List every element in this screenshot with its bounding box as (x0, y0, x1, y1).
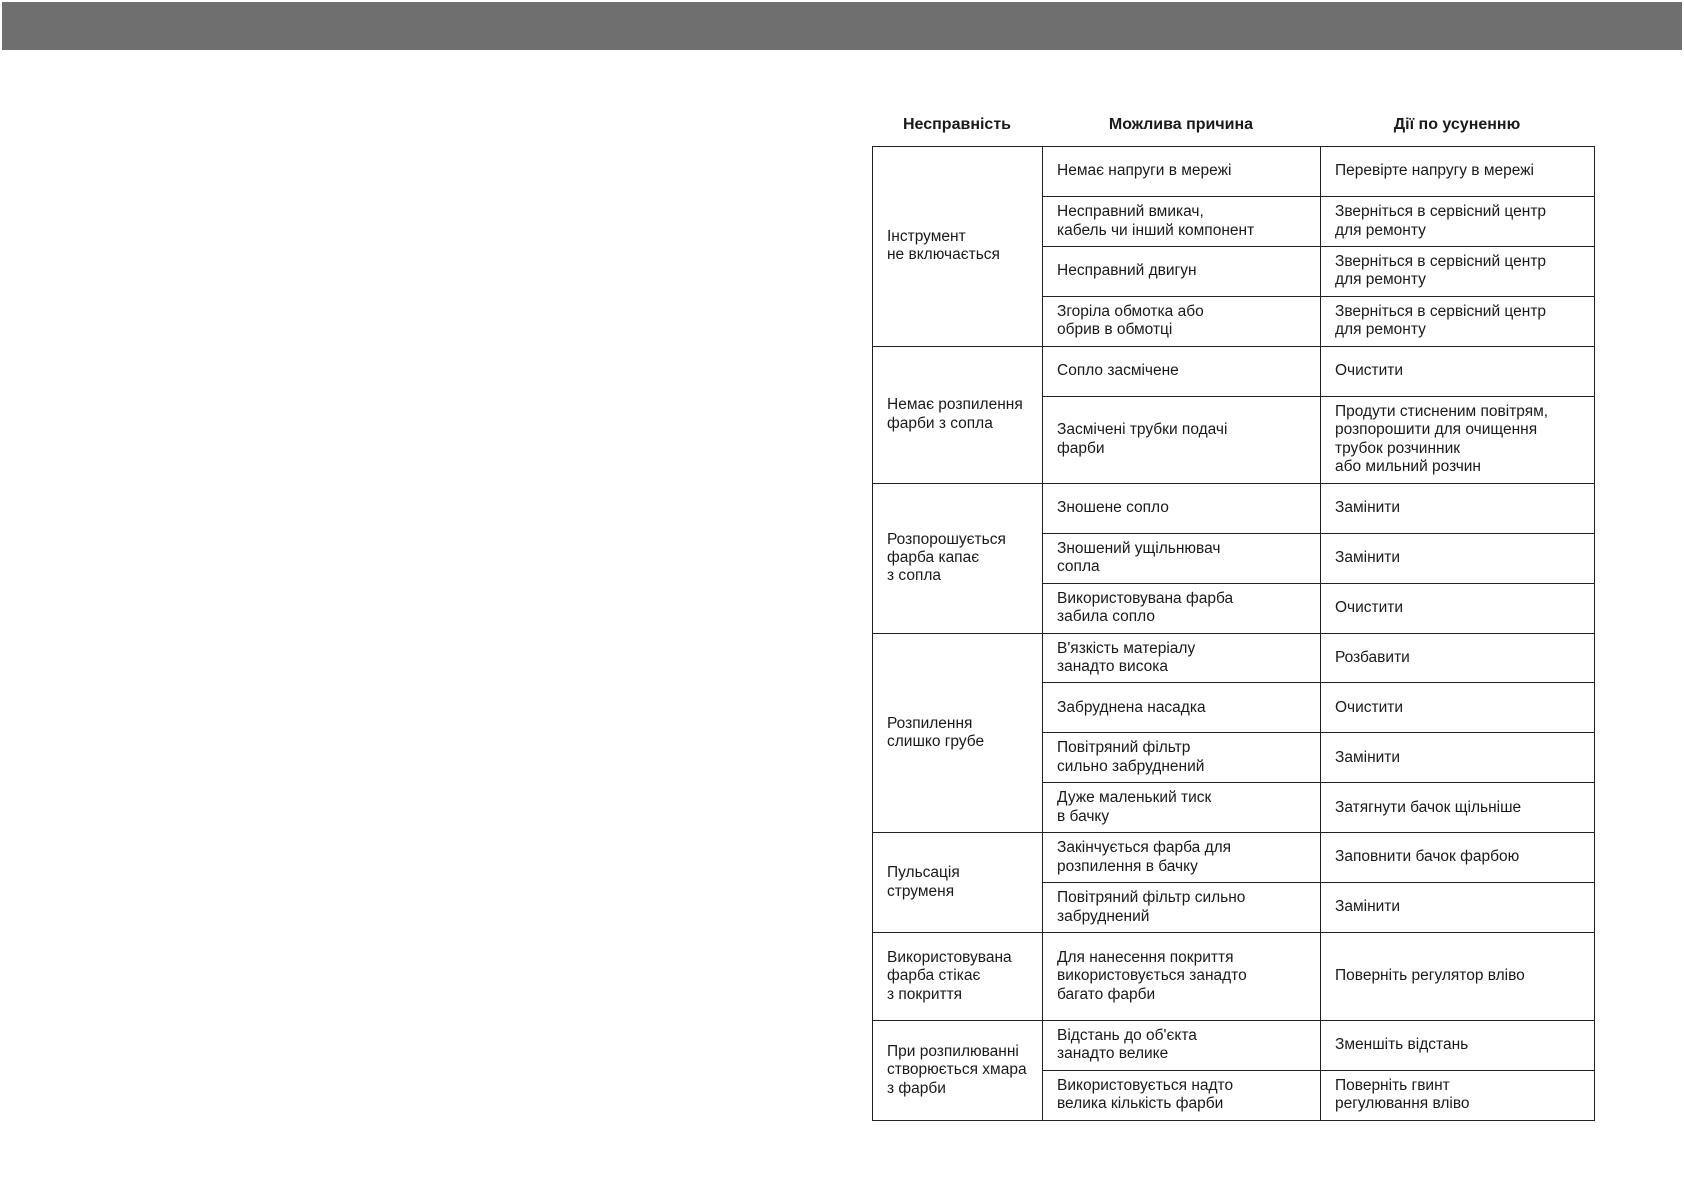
issue-cell: Інструмент не включається (873, 147, 1043, 347)
issue-cell: Розпилення слишко грубе (873, 633, 1043, 833)
action-cell: Зверніться в сервісний центр для ремонту (1321, 197, 1595, 247)
action-cell: Поверніть гвинт регулювання вліво (1321, 1070, 1595, 1120)
action-cell: Поверніть регулятор вліво (1321, 933, 1595, 1021)
cause-cell: Несправний двигун (1043, 247, 1321, 297)
cause-cell: Сопло засмічене (1043, 346, 1321, 396)
cause-cell: Закінчується фарба для розпилення в бачку (1043, 833, 1321, 883)
cause-cell: Зношений ущільнювач сопла (1043, 533, 1321, 583)
header-action: Дії по усуненню (1393, 116, 1521, 133)
action-cell: Зменшіть відстань (1321, 1021, 1595, 1071)
issue-cell: Немає розпилення фарби з сопла (873, 346, 1043, 483)
cause-cell: В'язкість матеріалу занадто висока (1043, 633, 1321, 683)
cause-cell: Повітряний фільтр сильно забруднений (1043, 733, 1321, 783)
table-row (873, 483, 1595, 533)
header-cause: Можлива причина (1108, 116, 1254, 133)
issue-cell: Пульсація струменя (873, 833, 1043, 933)
table-row (873, 833, 1595, 883)
action-cell: Зверніться в сервісний центр для ремонту (1321, 296, 1595, 346)
table-row (873, 633, 1595, 683)
top-bar (2, 2, 1682, 50)
issue-cell: При розпилюванні створюється хмара з фарби (873, 1021, 1043, 1121)
action-cell: Заповнити бачок фарбою (1321, 833, 1595, 883)
cause-cell: Зношене сопло (1043, 483, 1321, 533)
cause-cell: Використовувана фарба забила сопло (1043, 583, 1321, 633)
action-cell: Розбавити (1321, 633, 1595, 683)
cause-cell: Використовується надто велика кількість фарби (1043, 1070, 1321, 1120)
action-cell: Замінити (1321, 733, 1595, 783)
issue-cell: Розпорошується фарба капає з сопла (873, 483, 1043, 633)
cause-cell: Відстань до об'єкта занадто велике (1043, 1021, 1321, 1071)
action-cell: Затягнути бачок щільніше (1321, 783, 1595, 833)
cause-cell: Повітряний фільтр сильно забруднений (1043, 883, 1321, 933)
action-cell: Очистити (1321, 683, 1595, 733)
troubleshooting-table (872, 146, 1595, 1121)
action-cell: Очистити (1321, 583, 1595, 633)
table-row (873, 147, 1595, 197)
cause-cell: Забруднена насадка (1043, 683, 1321, 733)
action-cell: Зверніться в сервісний центр для ремонту (1321, 247, 1595, 297)
action-cell: Очистити (1321, 346, 1595, 396)
table-row (873, 933, 1595, 1021)
table-row (873, 346, 1595, 396)
cause-cell: Несправний вмикач, кабель чи інший компонент (1043, 197, 1321, 247)
issue-cell: Використовувана фарба стікає з покриття (873, 933, 1043, 1021)
action-cell: Замінити (1321, 883, 1595, 933)
cause-cell: Засмічені трубки подачі фарби (1043, 396, 1321, 483)
action-cell: Продути стисненим повітрям, розпорошити для очищення трубок розчинник або мильний розчин (1321, 396, 1595, 483)
action-cell: Замінити (1321, 533, 1595, 583)
header-issue: Несправність (903, 116, 1011, 133)
action-cell: Перевірте напругу в мережі (1321, 147, 1595, 197)
action-cell: Замінити (1321, 483, 1595, 533)
cause-cell: Для нанесення покриття використовується занадто багато фарби (1043, 933, 1321, 1021)
table-row (873, 1021, 1595, 1071)
cause-cell: Згоріла обмотка або обрив в обмотці (1043, 296, 1321, 346)
cause-cell: Немає напруги в мережі (1043, 147, 1321, 197)
table-header (872, 112, 1594, 140)
cause-cell: Дуже маленький тиск в бачку (1043, 783, 1321, 833)
